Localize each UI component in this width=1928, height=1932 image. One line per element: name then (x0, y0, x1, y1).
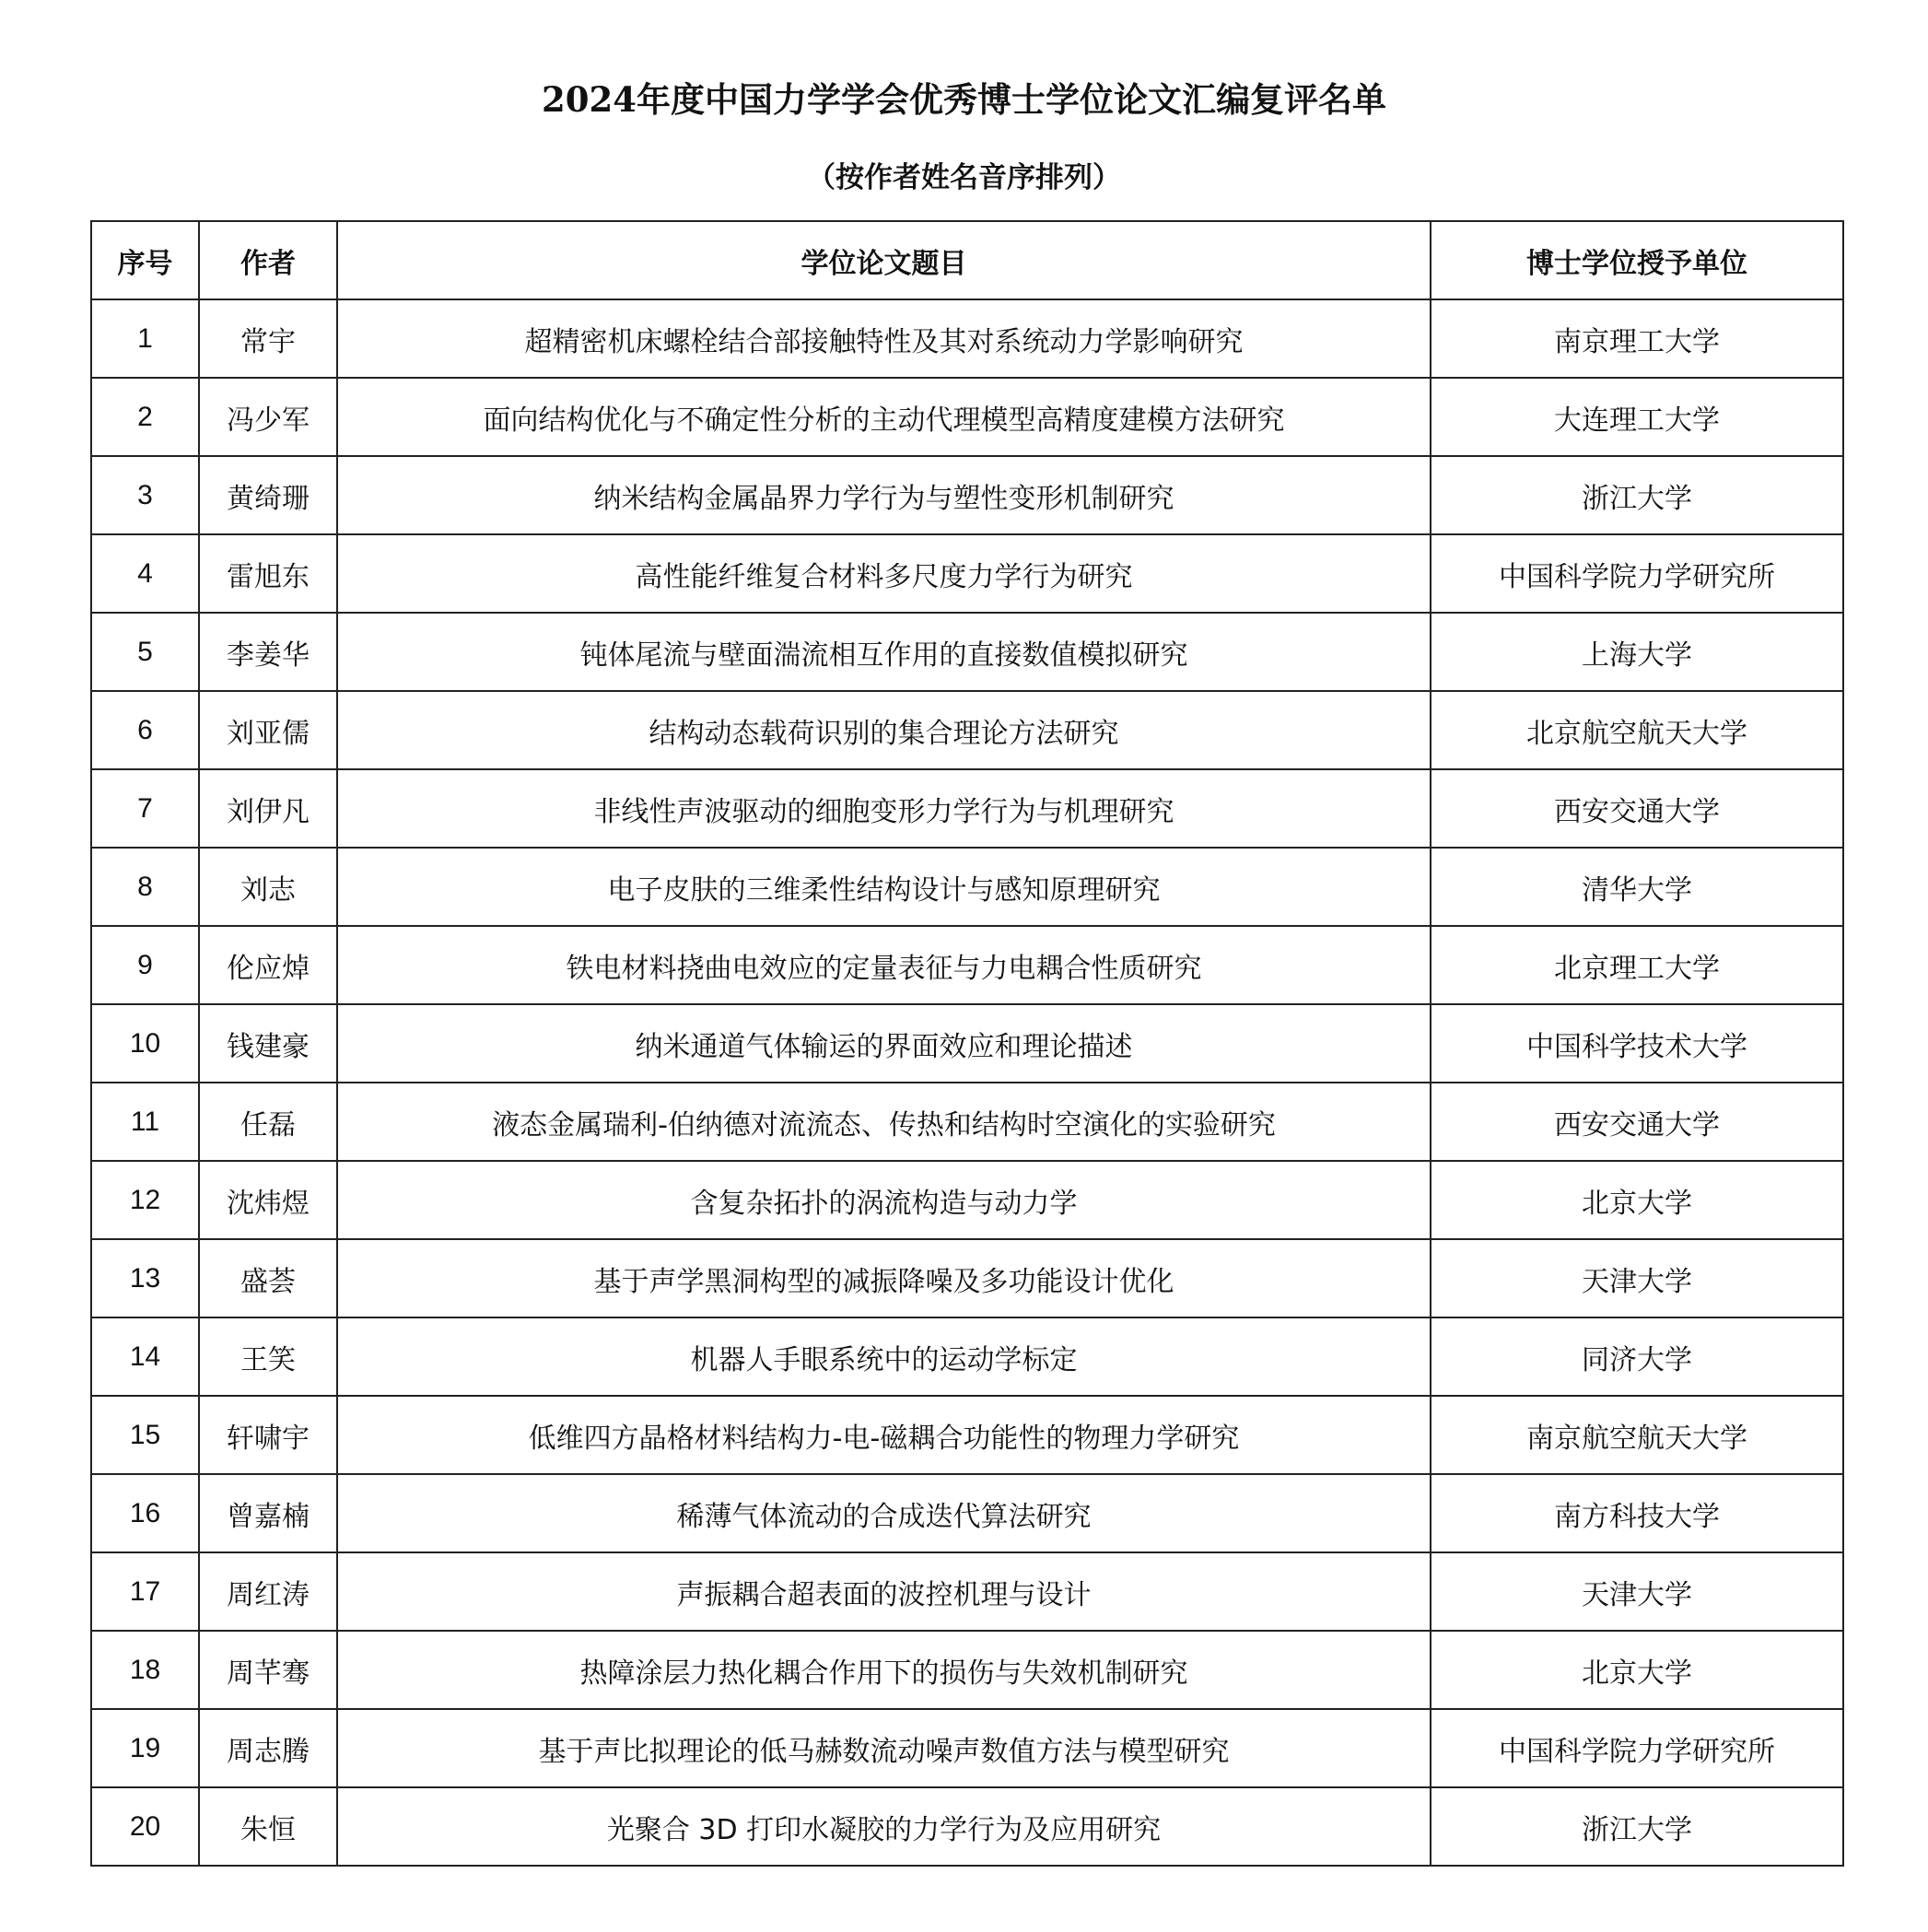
cell-institution: 上海大学 (1431, 613, 1843, 691)
cell-institution: 西安交通大学 (1431, 1083, 1843, 1161)
cell-thesis-title: 超精密机床螺栓结合部接触特性及其对系统动力学影响研究 (337, 299, 1431, 378)
cell-no: 12 (91, 1161, 199, 1239)
table-row (91, 1787, 1843, 1866)
document-subtitle: （按作者姓名音序排列） (807, 161, 1121, 194)
cell-no: 7 (91, 769, 199, 848)
review-list-table (90, 220, 1844, 1867)
cell-no: 17 (91, 1552, 199, 1631)
cell-institution: 天津大学 (1431, 1552, 1843, 1631)
cell-institution: 天津大学 (1431, 1239, 1843, 1317)
cell-author: 王笑 (199, 1317, 337, 1396)
header-no: 序号 (91, 221, 199, 299)
cell-no: 18 (91, 1631, 199, 1709)
cell-author: 曾嘉楠 (199, 1474, 337, 1552)
cell-author: 黄绮珊 (199, 456, 337, 534)
cell-institution: 同济大学 (1431, 1317, 1843, 1396)
table-row (91, 1083, 1843, 1161)
cell-institution: 北京大学 (1431, 1631, 1843, 1709)
table-row (91, 1317, 1843, 1396)
cell-no: 8 (91, 848, 199, 926)
cell-institution: 西安交通大学 (1431, 769, 1843, 848)
cell-thesis-title: 热障涂层力热化耦合作用下的损伤与失效机制研究 (337, 1631, 1431, 1709)
table-row (91, 848, 1843, 926)
cell-thesis-title: 声振耦合超表面的波控机理与设计 (337, 1552, 1431, 1631)
cell-no: 6 (91, 691, 199, 769)
cell-no: 19 (91, 1709, 199, 1787)
table-row (91, 613, 1843, 691)
header-author: 作者 (199, 221, 337, 299)
cell-author: 周志腾 (199, 1709, 337, 1787)
cell-thesis-title: 纳米结构金属晶界力学行为与塑性变形机制研究 (337, 456, 1431, 534)
cell-author: 冯少军 (199, 378, 337, 456)
cell-thesis-title: 含复杂拓扑的涡流构造与动力学 (337, 1161, 1431, 1239)
table-row (91, 1631, 1843, 1709)
cell-institution: 南京理工大学 (1431, 299, 1843, 378)
cell-institution: 北京航空航天大学 (1431, 691, 1843, 769)
header-institution: 博士学位授予单位 (1431, 221, 1843, 299)
cell-author: 刘伊凡 (199, 769, 337, 848)
table-row (91, 1396, 1843, 1474)
cell-author: 轩啸宇 (199, 1396, 337, 1474)
cell-author: 任磊 (199, 1083, 337, 1161)
table-row (91, 926, 1843, 1004)
cell-no: 14 (91, 1317, 199, 1396)
cell-no: 20 (91, 1787, 199, 1866)
cell-author: 李姜华 (199, 613, 337, 691)
cell-institution: 南京航空航天大学 (1431, 1396, 1843, 1474)
cell-thesis-title: 非线性声波驱动的细胞变形力学行为与机理研究 (337, 769, 1431, 848)
cell-no: 3 (91, 456, 199, 534)
cell-author: 常宇 (199, 299, 337, 378)
cell-thesis-title: 光聚合 3D 打印水凝胶的力学行为及应用研究 (337, 1787, 1431, 1866)
cell-author: 钱建豪 (199, 1004, 337, 1083)
table-row (91, 1004, 1843, 1083)
cell-institution: 南方科技大学 (1431, 1474, 1843, 1552)
cell-no: 10 (91, 1004, 199, 1083)
cell-institution: 中国科学院力学研究所 (1431, 1709, 1843, 1787)
cell-thesis-title: 机器人手眼系统中的运动学标定 (337, 1317, 1431, 1396)
cell-thesis-title: 电子皮肤的三维柔性结构设计与感知原理研究 (337, 848, 1431, 926)
cell-author: 伦应焯 (199, 926, 337, 1004)
table-row (91, 691, 1843, 769)
cell-no: 16 (91, 1474, 199, 1552)
table-row (91, 1161, 1843, 1239)
cell-institution: 北京大学 (1431, 1161, 1843, 1239)
cell-author: 朱恒 (199, 1787, 337, 1866)
cell-author: 周红涛 (199, 1552, 337, 1631)
header-thesis-title: 学位论文题目 (337, 221, 1431, 299)
cell-institution: 北京理工大学 (1431, 926, 1843, 1004)
cell-no: 1 (91, 299, 199, 378)
cell-thesis-title: 纳米通道气体输运的界面效应和理论描述 (337, 1004, 1431, 1083)
cell-thesis-title: 面向结构优化与不确定性分析的主动代理模型高精度建模方法研究 (337, 378, 1431, 456)
cell-thesis-title: 铁电材料挠曲电效应的定量表征与力电耦合性质研究 (337, 926, 1431, 1004)
cell-author: 雷旭东 (199, 534, 337, 613)
cell-no: 13 (91, 1239, 199, 1317)
table-row (91, 1239, 1843, 1317)
cell-no: 15 (91, 1396, 199, 1474)
cell-thesis-title: 液态金属瑞利-伯纳德对流流态、传热和结构时空演化的实验研究 (337, 1083, 1431, 1161)
cell-thesis-title: 稀薄气体流动的合成迭代算法研究 (337, 1474, 1431, 1552)
cell-thesis-title: 基于声比拟理论的低马赫数流动噪声数值方法与模型研究 (337, 1709, 1431, 1787)
cell-no: 9 (91, 926, 199, 1004)
cell-institution: 清华大学 (1431, 848, 1843, 926)
table-row (91, 769, 1843, 848)
cell-no: 2 (91, 378, 199, 456)
cell-institution: 中国科学院力学研究所 (1431, 534, 1843, 613)
table-row (91, 456, 1843, 534)
table-row (91, 1709, 1843, 1787)
cell-author: 沈炜煜 (199, 1161, 337, 1239)
cell-thesis-title: 结构动态载荷识别的集合理论方法研究 (337, 691, 1431, 769)
cell-author: 盛荟 (199, 1239, 337, 1317)
cell-thesis-title: 钝体尾流与壁面湍流相互作用的直接数值模拟研究 (337, 613, 1431, 691)
table-row (91, 299, 1843, 378)
document-title: 2024年度中国力学学会优秀博士学位论文汇编复评名单 (542, 79, 1386, 120)
cell-institution: 浙江大学 (1431, 456, 1843, 534)
table-row (91, 534, 1843, 613)
table-row (91, 1552, 1843, 1631)
cell-institution: 浙江大学 (1431, 1787, 1843, 1866)
cell-thesis-title: 高性能纤维复合材料多尺度力学行为研究 (337, 534, 1431, 613)
cell-institution: 大连理工大学 (1431, 378, 1843, 456)
cell-no: 4 (91, 534, 199, 613)
cell-author: 刘亚儒 (199, 691, 337, 769)
cell-institution: 中国科学技术大学 (1431, 1004, 1843, 1083)
table-header-row (91, 221, 1843, 299)
table-row (91, 378, 1843, 456)
table-row (91, 1474, 1843, 1552)
cell-no: 11 (91, 1083, 199, 1161)
table-body (91, 299, 1843, 1866)
cell-author: 周芊骞 (199, 1631, 337, 1709)
cell-author: 刘志 (199, 848, 337, 926)
cell-no: 5 (91, 613, 199, 691)
cell-thesis-title: 低维四方晶格材料结构力-电-磁耦合功能性的物理力学研究 (337, 1396, 1431, 1474)
cell-thesis-title: 基于声学黑洞构型的减振降噪及多功能设计优化 (337, 1239, 1431, 1317)
